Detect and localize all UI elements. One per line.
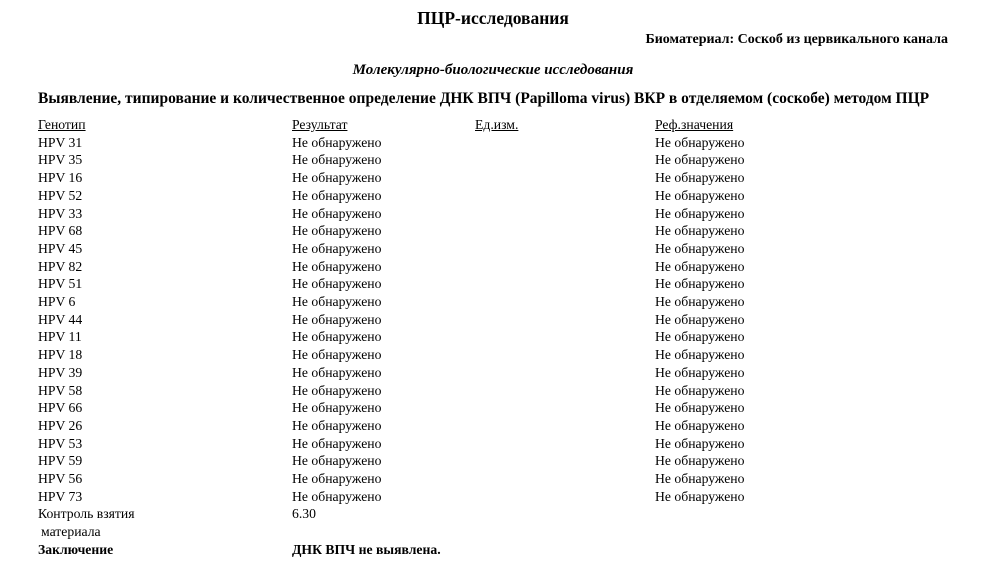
genotype-cell: HPV 68 <box>38 223 83 239</box>
unit-cell <box>475 399 655 417</box>
control-label-line1: Контроль взятия <box>38 506 135 522</box>
genotype-cell: HPV 33 <box>38 205 83 221</box>
table-row <box>38 435 948 453</box>
table-row <box>38 328 948 346</box>
result-cell: Не обнаружено <box>292 187 382 203</box>
column-header-unit: Ед.изм. <box>475 117 519 132</box>
result-cell: Не обнаружено <box>292 134 382 150</box>
genotype-cell: HPV 51 <box>38 276 83 292</box>
table-row <box>38 311 948 329</box>
unit-cell <box>475 488 655 506</box>
unit-cell <box>475 364 655 382</box>
ref-cell: Не обнаружено <box>655 364 745 380</box>
result-cell: Не обнаружено <box>292 205 382 221</box>
unit-cell <box>475 205 655 223</box>
conclusion-label: Заключение <box>38 541 114 557</box>
genotype-cell: HPV 44 <box>38 311 83 327</box>
results-table <box>38 116 948 559</box>
result-cell: Не обнаружено <box>292 347 382 363</box>
control-unit-cell <box>475 505 655 540</box>
unit-cell <box>475 293 655 311</box>
unit-cell <box>475 258 655 276</box>
ref-cell: Не обнаружено <box>655 417 745 433</box>
ref-cell: Не обнаружено <box>655 311 745 327</box>
conclusion-row <box>38 541 948 559</box>
ref-cell: Не обнаружено <box>655 258 745 274</box>
ref-cell: Не обнаружено <box>655 223 745 239</box>
genotype-cell: HPV 39 <box>38 364 83 380</box>
unit-cell <box>475 222 655 240</box>
result-cell: Не обнаружено <box>292 435 382 451</box>
unit-cell <box>475 240 655 258</box>
genotype-cell: HPV 66 <box>38 400 83 416</box>
conclusion-unit-cell <box>475 541 655 559</box>
result-cell: Не обнаружено <box>292 240 382 256</box>
test-title: Выявление, типирование и количественное определение ДНК ВПЧ (Papilloma virus) ВКР в отделяемом (соскобе) методом ПЦР <box>38 90 930 107</box>
genotype-cell: HPV 59 <box>38 453 83 469</box>
result-cell: Не обнаружено <box>292 364 382 380</box>
unit-cell <box>475 134 655 152</box>
result-cell: Не обнаружено <box>292 453 382 469</box>
result-cell: Не обнаружено <box>292 294 382 310</box>
table-row <box>38 470 948 488</box>
table-row <box>38 222 948 240</box>
table-row <box>38 293 948 311</box>
genotype-cell: HPV 58 <box>38 382 83 398</box>
unit-cell <box>475 452 655 470</box>
ref-cell: Не обнаружено <box>655 400 745 416</box>
genotype-cell: HPV 18 <box>38 347 83 363</box>
result-cell: Не обнаружено <box>292 170 382 186</box>
biomaterial-line: Биоматериал: Соскоб из цервикального канала <box>645 32 948 47</box>
unit-cell <box>475 328 655 346</box>
result-cell: Не обнаружено <box>292 417 382 433</box>
control-label <box>38 505 292 540</box>
ref-cell: Не обнаружено <box>655 134 745 150</box>
result-cell: Не обнаружено <box>292 223 382 239</box>
genotype-cell: HPV 35 <box>38 152 83 168</box>
ref-cell: Не обнаружено <box>655 152 745 168</box>
ref-cell: Не обнаружено <box>655 453 745 469</box>
genotype-cell: HPV 82 <box>38 258 83 274</box>
unit-cell <box>475 417 655 435</box>
genotype-cell: HPV 53 <box>38 435 83 451</box>
table-row <box>38 399 948 417</box>
table-row <box>38 151 948 169</box>
unit-cell <box>475 435 655 453</box>
table-row <box>38 346 948 364</box>
unit-cell <box>475 169 655 187</box>
genotype-cell: HPV 73 <box>38 488 83 504</box>
page-title: ПЦР-исследования <box>417 8 569 28</box>
table-row <box>38 134 948 152</box>
table-row <box>38 382 948 400</box>
section-title: Молекулярно-биологические исследования <box>352 62 634 78</box>
genotype-cell: HPV 11 <box>38 329 82 345</box>
result-cell: Не обнаружено <box>292 382 382 398</box>
column-header-result: Результат <box>292 117 348 132</box>
column-header-ref: Реф.значения <box>655 117 734 132</box>
result-cell: Не обнаружено <box>292 471 382 487</box>
table-row <box>38 240 948 258</box>
result-cell: Не обнаружено <box>292 258 382 274</box>
ref-cell: Не обнаружено <box>655 435 745 451</box>
unit-cell <box>475 346 655 364</box>
control-row <box>38 505 948 540</box>
table-row <box>38 488 948 506</box>
genotype-cell: HPV 6 <box>38 294 76 310</box>
genotype-cell: HPV 45 <box>38 240 83 256</box>
table-row <box>38 417 948 435</box>
result-cell: Не обнаружено <box>292 152 382 168</box>
unit-cell <box>475 311 655 329</box>
table-row <box>38 187 948 205</box>
genotype-cell: HPV 52 <box>38 187 83 203</box>
genotype-cell: HPV 26 <box>38 417 83 433</box>
unit-cell <box>475 382 655 400</box>
result-cell: Не обнаружено <box>292 329 382 345</box>
ref-cell: Не обнаружено <box>655 382 745 398</box>
ref-cell: Не обнаружено <box>655 347 745 363</box>
control-ref-cell <box>655 505 948 540</box>
genotype-cell: HPV 16 <box>38 170 83 186</box>
ref-cell: Не обнаружено <box>655 170 745 186</box>
ref-cell: Не обнаружено <box>655 488 745 504</box>
result-cell: Не обнаружено <box>292 400 382 416</box>
ref-cell: Не обнаружено <box>655 187 745 203</box>
ref-cell: Не обнаружено <box>655 471 745 487</box>
table-row <box>38 364 948 382</box>
ref-cell: Не обнаружено <box>655 294 745 310</box>
table-row <box>38 275 948 293</box>
control-value: 6.30 <box>292 506 316 522</box>
column-header-genotype: Генотип <box>38 117 86 132</box>
conclusion-value: ДНК ВПЧ не выявлена. <box>292 541 441 557</box>
result-cell: Не обнаружено <box>292 276 382 292</box>
ref-cell: Не обнаружено <box>655 205 745 221</box>
table-row <box>38 258 948 276</box>
unit-cell <box>475 187 655 205</box>
ref-cell: Не обнаружено <box>655 329 745 345</box>
genotype-cell: HPV 56 <box>38 471 83 487</box>
unit-cell <box>475 151 655 169</box>
result-cell: Не обнаружено <box>292 488 382 504</box>
ref-cell: Не обнаружено <box>655 240 745 256</box>
table-row <box>38 169 948 187</box>
unit-cell <box>475 470 655 488</box>
table-row <box>38 452 948 470</box>
table-row <box>38 205 948 223</box>
unit-cell <box>475 275 655 293</box>
genotype-cell: HPV 31 <box>38 134 83 150</box>
table-body <box>38 134 948 506</box>
result-cell: Не обнаружено <box>292 311 382 327</box>
control-label-line2: материала <box>41 524 101 540</box>
table-header-row <box>38 116 948 134</box>
ref-cell: Не обнаружено <box>655 276 745 292</box>
conclusion-ref-cell <box>655 541 948 559</box>
